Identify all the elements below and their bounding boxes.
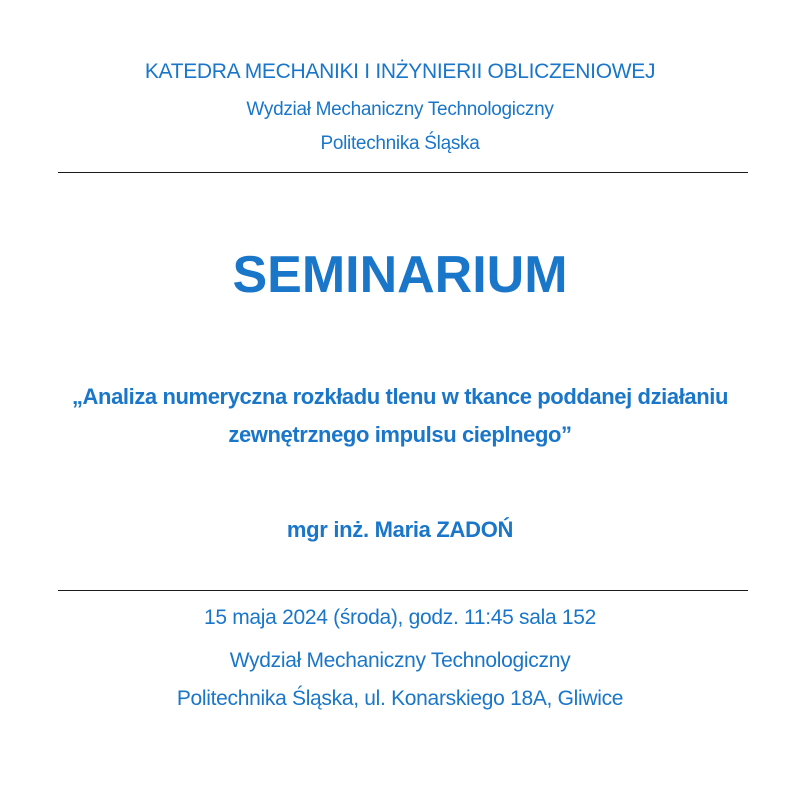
seminar-title: SEMINARIUM [232,246,568,304]
speaker-name: mgr inż. Maria ZADOŃ [286,517,514,542]
top-divider [58,172,748,173]
event-faculty: Wydział Mechaniczny Technologiczny [229,649,571,672]
event-datetime: 15 maja 2024 (środa), godz. 11:45 sala 152 [203,606,597,629]
bottom-divider [58,590,748,591]
seminar-topic: „Analiza numeryczna rozkładu tlenu w tkance poddanej działaniu zewnętrznego impulsu cieplnego” [71,384,729,447]
event-address: Politechnika Śląska, ul. Konarskiego 18A, Gliwice [176,687,624,710]
department-name: KATEDRA MECHANIKI I INŻYNIERII OBLICZENIOWEJ [144,60,656,83]
faculty-name: Wydział Mechaniczny Technologiczny [246,99,554,120]
university-name: Politechnika Śląska [320,133,480,154]
